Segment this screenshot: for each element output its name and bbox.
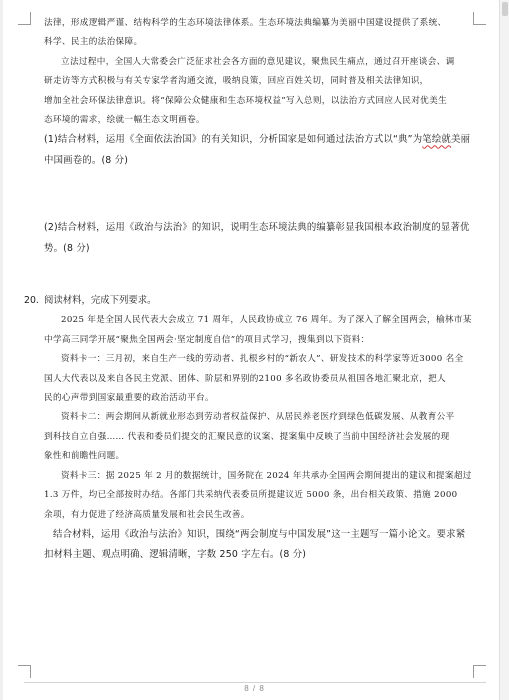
material-line: 增加全社会环保法律意识。将“保障公众健康和生态环境权益”写入总则，以法治方式回应人民对优美生 <box>44 95 448 106</box>
sub-question-2: (2)结合材料，运用《政治与法治》的知识，说明生态环境法典的编纂彰显我国根本政治制度的显著优 <box>44 222 470 234</box>
crop-mark-bottom-right <box>473 665 486 678</box>
material-card-3-line: 1.3 万件，均已全部按时办结。各部门共采纳代表委员所提建议近 5000 条，出台相关政策、措施 2000 <box>44 490 458 501</box>
sub-question-1-text-end: 美丽 <box>451 134 471 146</box>
material-line: 法律，形成逻辑严谨、结构科学的生态环境法律体系。生态环境法典编纂为美丽中国建设提供了系统、 <box>44 18 447 28</box>
intro-line: 2025 年是全国人民代表大会成立 71 周年，人民政协成立 76 周年。为了深入了解全国两会，榆林市某 <box>61 315 472 326</box>
material-card-1-line: 国人大代表以及来自各民主党派、团体、阶层和界别的2100 多名政协委员从祖国各地汇聚北京，把人 <box>44 373 446 384</box>
vertical-scrollbar[interactable] <box>499 0 509 700</box>
question-20-title: 阅读材料，完成下列要求。 <box>44 295 157 307</box>
spellcheck-squiggle: 笔绘就 <box>422 134 452 146</box>
material-line: 研走访等方式积极与有关专家学者沟通交流，吸纳良策，回应百姓关切，同时普及相关法律知识， <box>44 76 429 87</box>
material-card-3-line: 余项，有力促进了经济高质量发展和社会民生改善。 <box>44 509 250 520</box>
question-20-heading <box>18 291 476 311</box>
material-line: 科学、民主的法治保障。 <box>44 37 143 48</box>
essay-task-line-2: 扣材料主题、观点明确、逻辑清晰，字数 250 字左右。(8 分) <box>44 549 307 561</box>
answer-space <box>18 171 476 218</box>
sub-question-1-text: (1)结合材料，运用《全面依法治国》的有关知识，分析国家是如何通过法治方式以“典”为 <box>44 134 423 146</box>
material-card-2-line: 到科技自立自强…… 代表和委员们提交的汇聚民意的议案、提案集中反映了当前中国经济社会发展的现 <box>44 431 450 442</box>
material-card-1: 资料卡一：三月初，来自生产一线的劳动者、扎根乡村的“新农人”、研发技术的科学家等近3000 名全 <box>61 354 464 365</box>
sub-question-1 <box>18 130 476 151</box>
material-line: 态环境的需求，绘就一幅生态文明画卷。 <box>44 115 205 126</box>
sub-question-1-line-2: 中国画卷的。(8 分) <box>44 154 129 166</box>
question-number: 20. <box>24 295 39 307</box>
page-content <box>18 14 476 566</box>
material-line: 立法过程中，全国人大常委会广泛征求社会各方面的意见建议，聚焦民生痛点，通过召开座谈会、调 <box>61 56 455 67</box>
material-card-1-line: 民的心声带到国家最重要的政治活动平台。 <box>44 393 214 404</box>
page-number: 8 / 8 <box>244 684 265 693</box>
answer-space <box>18 259 476 291</box>
material-card-2: 资料卡二：两会期间从新就业形态到劳动者权益保护、从居民养老医疗到绿色低碳发展、从教育公平 <box>61 412 455 423</box>
material-card-2-line: 象性和前瞻性问题。 <box>44 451 125 462</box>
crop-mark-bottom-left <box>18 665 31 678</box>
scrollbar-thumb[interactable] <box>502 2 508 16</box>
material-card-3: 资料卡三：据 2025 年 2 月的数据统计，国务院在 2024 年共承办全国两会期间提出的建议和提案超过 <box>61 470 472 481</box>
intro-line: 中学高三同学开展“聚焦全国两会·坚定制度自信”的项目式学习，搜集到以下资料： <box>44 334 370 345</box>
window-left-edge <box>0 0 3 700</box>
essay-task: 结合材料，运用《政治与法治》知识，围绕“两会制度与中国发展”这一主题写一篇小论文。要求紧 <box>53 528 466 540</box>
footer-divider <box>24 682 486 683</box>
document-page <box>8 2 496 682</box>
sub-question-2-line-2: 势。(8 分) <box>44 242 90 254</box>
